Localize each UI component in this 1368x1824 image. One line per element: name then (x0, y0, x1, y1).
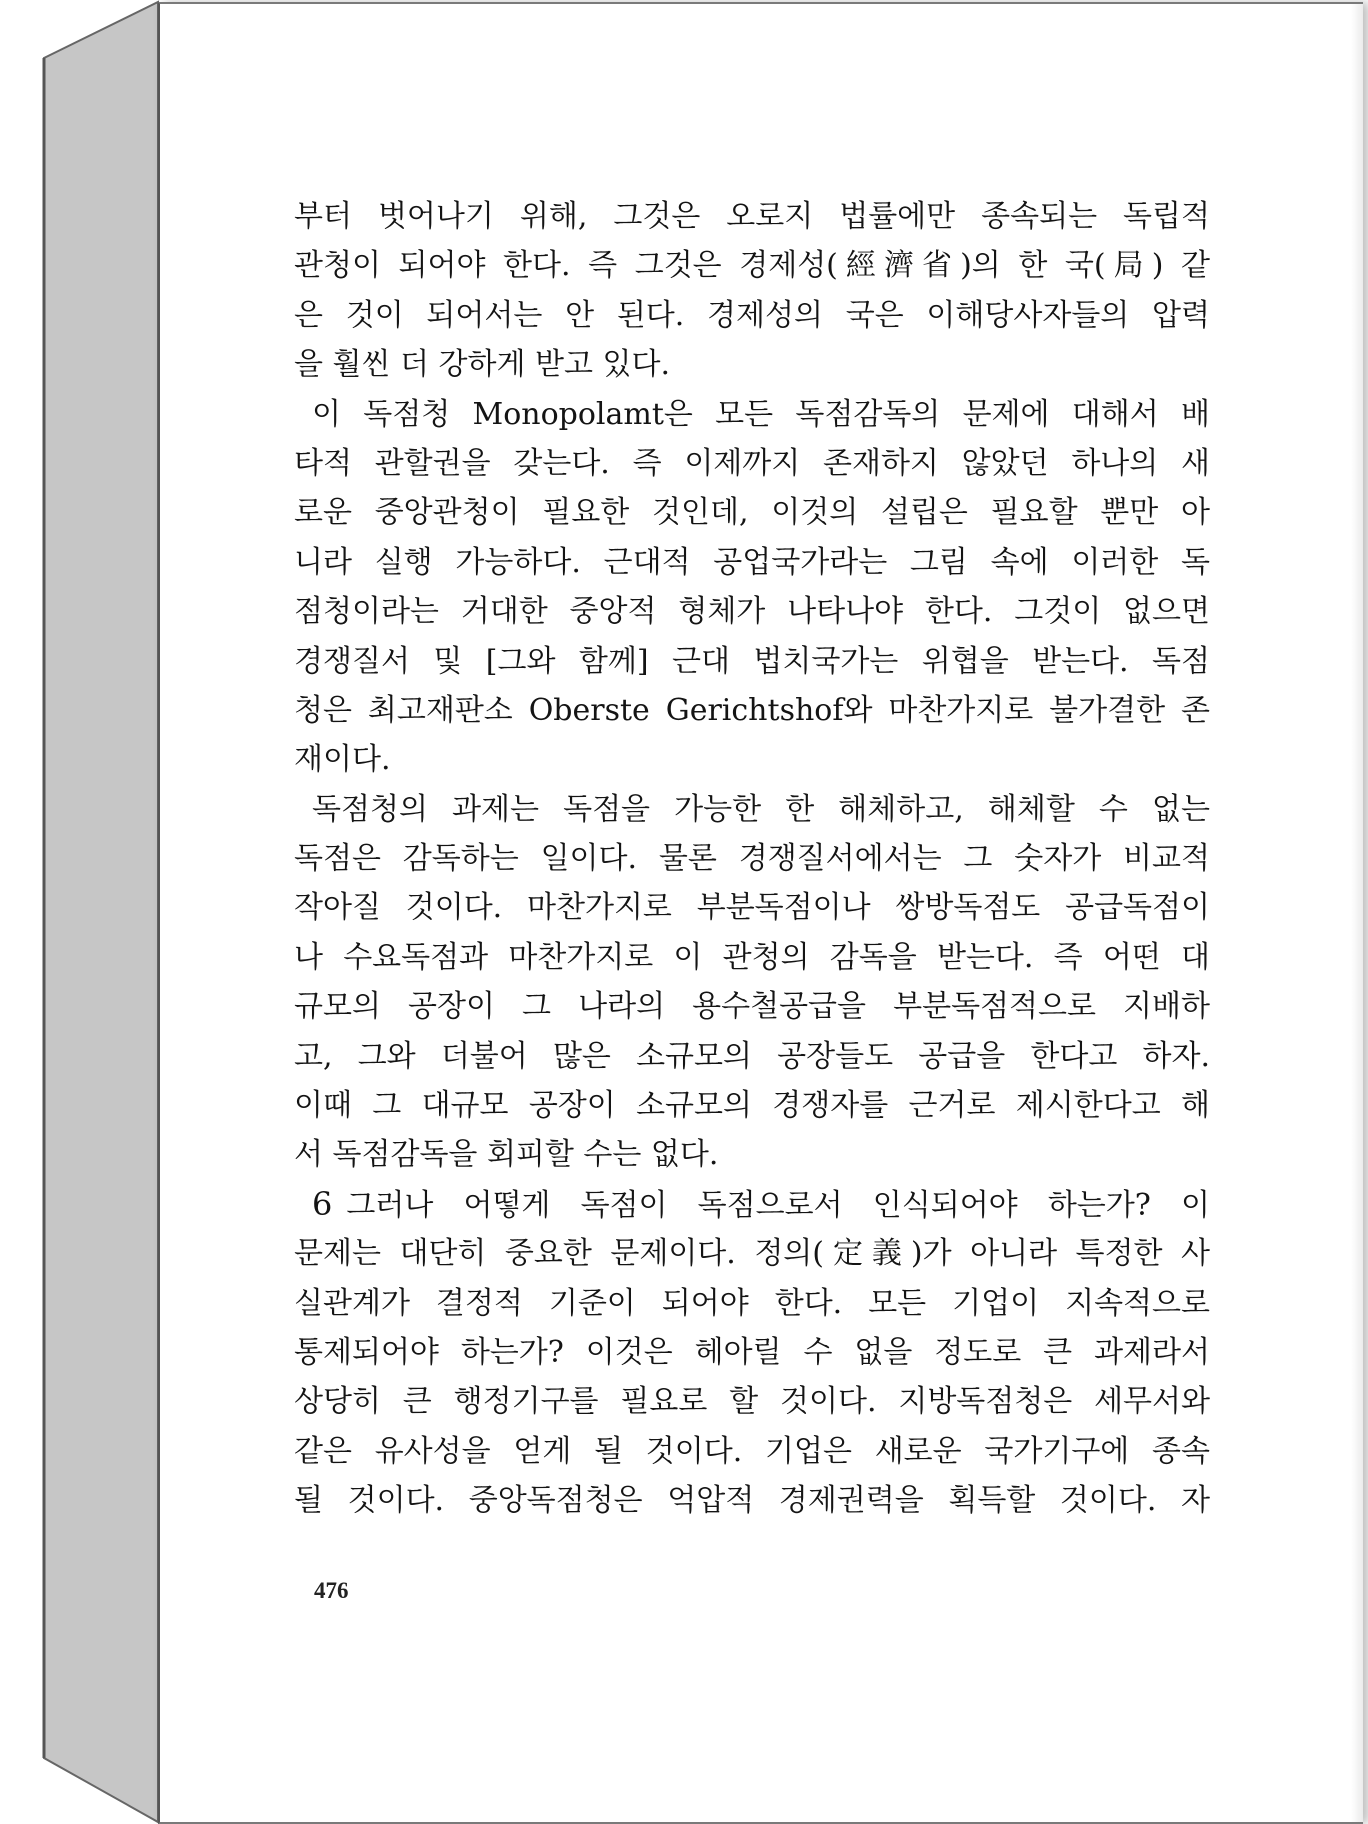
text-line: 독점청의 과제는 독점을 가능한 한 해체하고, 해체할 수 없는 (312, 791, 1210, 827)
text-line: 고, 그와 더불어 많은 소규모의 공장들도 공급을 한다고 하자. (294, 1038, 1210, 1074)
spine-face (44, 2, 158, 1822)
text-line: 나 수요독점과 마찬가지로 이 관청의 감독을 받는다. 즉 어떤 대 (294, 939, 1210, 975)
text-line: 은 것이 되어서는 안 된다. 경제성의 국은 이해당사자들의 압력 (294, 297, 1210, 333)
text-line: 재이다. (294, 742, 391, 778)
text-line: 이때 그 대규모 공장이 소규모의 경쟁자를 근거로 제시한다고 해 (294, 1088, 1210, 1124)
page-edge-shadow (1351, 4, 1363, 1822)
text-line: 통제되어야 하는가? 이것은 헤아릴 수 없을 정도로 큰 과제라서 (294, 1334, 1210, 1370)
text-line: 상당히 큰 행정기구를 필요로 할 것이다. 지방독점청은 세무서와 (294, 1384, 1210, 1420)
text-line: 작아질 것이다. 마찬가지로 부분독점이나 쌍방독점도 공급독점이 (294, 890, 1210, 926)
text-line: 그러나 어떻게 독점이 독점으로서 인식되어야 하는가? 이 (346, 1187, 1210, 1223)
text-line: 을 훨씬 더 강하게 받고 있다. (294, 347, 670, 383)
book-page (158, 2, 1363, 1824)
text-line: 타적 관할권을 갖는다. 즉 이제까지 존재하지 않았던 하나의 새 (294, 445, 1210, 481)
text-line: 이 독점청 Monopolamt은 모든 독점감독의 문제에 대해서 배 (312, 396, 1210, 432)
text-line: 관청이 되어야 한다. 즉 그것은 경제성(經濟省)의 한 국(局) 같 (294, 248, 1210, 284)
text-line: 부터 벗어나기 위해, 그것은 오로지 법률에만 종속되는 독립적 (294, 199, 1210, 234)
text-line: 경쟁질서 및 [그와 함께] 근대 법치국가는 위협을 받는다. 독점 (294, 643, 1210, 679)
text-line: 독점은 감독하는 일이다. 물론 경쟁질서에서는 그 숫자가 비교적 (294, 841, 1210, 877)
text-line: 점청이라는 거대한 중앙적 형체가 나타나야 한다. 그것이 없으면 (294, 594, 1210, 630)
text-line: 같은 유사성을 얻게 될 것이다. 기업은 새로운 국가기구에 종속 (294, 1433, 1210, 1469)
text-line: 문제는 대단히 중요한 문제이다. 정의(定義)가 아니라 특정한 사 (294, 1236, 1210, 1272)
text-line: 청은 최고재판소 Oberste Gerichtshof와 마찬가지로 불가결한 존 (294, 692, 1210, 728)
body-text (294, 192, 1210, 1526)
text-line: 서 독점감독을 회피할 수는 없다. (294, 1137, 719, 1173)
text-line: 규모의 공장이 그 나라의 용수철공급을 부분독점적으로 지배하 (294, 989, 1210, 1025)
section-number: 6 (312, 1184, 333, 1223)
section-first-line (294, 1180, 1210, 1229)
text-line: 될 것이다. 중앙독점청은 억압적 경제권력을 획득할 것이다. 자 (294, 1483, 1210, 1519)
text-line: 로운 중앙관청이 필요한 것인데, 이것의 설립은 필요할 뿐만 아 (294, 495, 1210, 531)
page-number: 476 (314, 1578, 349, 1603)
text-line: 니라 실행 가능하다. 근대적 공업국가라는 그림 속에 이러한 독 (294, 544, 1210, 580)
text-line: 실관계가 결정적 기준이 되어야 한다. 모든 기업이 지속적으로 (294, 1285, 1210, 1321)
